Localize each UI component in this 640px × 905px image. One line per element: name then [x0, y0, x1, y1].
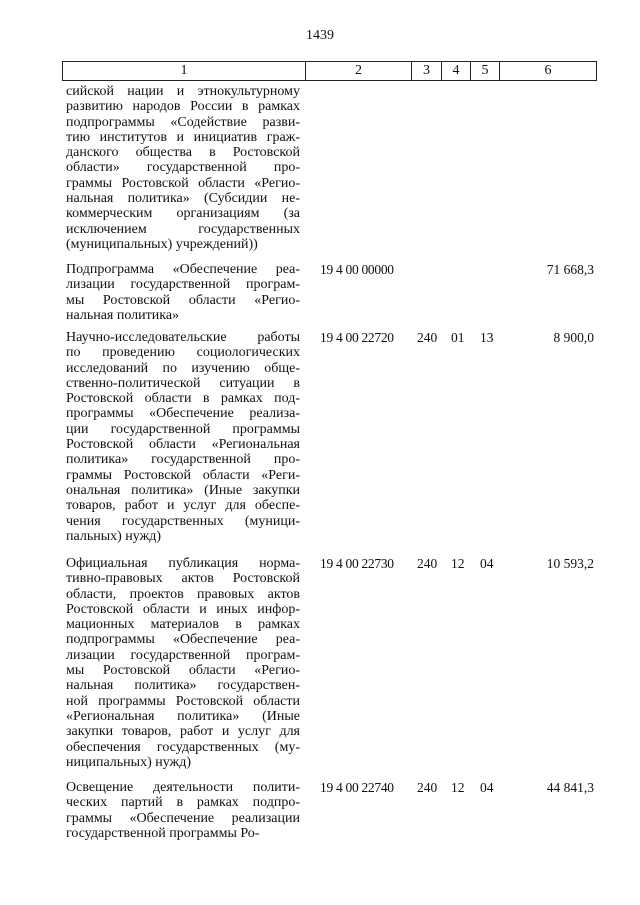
description-line: лизации государственной програм-	[66, 647, 300, 663]
description-line: граммы Ростовской области «Реги-	[66, 467, 300, 483]
subsection-code: 04	[480, 780, 494, 795]
amount: 8 900,0	[553, 330, 594, 345]
target-article-code: 19 4 00 22740	[320, 780, 394, 795]
description-line: мы Ростовской области «Регио-	[66, 663, 300, 679]
row-description	[66, 330, 300, 544]
row-description	[66, 84, 300, 252]
description-line: ной программы Ростовской области	[66, 693, 300, 709]
description-line: Научно-исследовательские работы	[66, 330, 300, 345]
amount: 71 668,3	[546, 262, 594, 277]
description-line: нальная политика»	[66, 307, 180, 323]
target-article-code: 19 4 00 22720	[320, 330, 394, 345]
description-line: закупки товаров, работ и услуг для	[66, 724, 300, 740]
description-line: пальных) нужд)	[66, 528, 162, 544]
expense-type-code: 240	[417, 556, 438, 571]
target-article-code: 19 4 00 00000	[320, 262, 394, 277]
description-line: подпрограммы «Содействие разви-	[66, 114, 300, 130]
description-line: граммы Ростовской области «Регио-	[66, 175, 300, 191]
section-code: 12	[451, 780, 465, 795]
description-line: ции государственной программы	[66, 421, 300, 437]
description-line: мы Ростовской области «Регио-	[66, 292, 300, 308]
section-code: 12	[451, 556, 465, 571]
description-line: ческих партий в рамках подпро-	[66, 795, 300, 811]
description-line: «Региональная политика» (Иные	[66, 708, 300, 724]
description-line: политика» государственной про-	[66, 452, 300, 468]
header-col-5: 5	[471, 62, 500, 80]
page-number: 1439	[306, 28, 334, 43]
description-line: данского общества в Ростовской	[66, 145, 300, 161]
expense-type-code: 240	[417, 330, 438, 345]
description-line: Официальная публикация норма-	[66, 556, 300, 571]
expense-type-code: 240	[417, 780, 438, 795]
description-line: нальная политика» (Субсидии не-	[66, 191, 300, 207]
description-line: тивно-правовых актов Ростовской	[66, 571, 300, 587]
description-line: обеспечения государственных (му-	[66, 739, 300, 755]
description-line: развитию народов России в рамках	[66, 99, 300, 115]
section-code: 01	[451, 330, 465, 345]
target-article-code: 19 4 00 22730	[320, 556, 394, 571]
description-line: Ростовской области «Региональная	[66, 437, 300, 453]
header-col-1: 1	[63, 62, 306, 80]
description-line: государственной программы Ро-	[66, 825, 260, 841]
description-line: области» государственной про-	[66, 160, 300, 176]
description-line: тию институтов и инициатив граж-	[66, 129, 300, 145]
subsection-code: 13	[480, 330, 494, 345]
description-line: исследований по изучению обще-	[66, 360, 300, 376]
row-description	[66, 262, 300, 323]
description-line: ональная политика» (Иные закупки	[66, 482, 300, 498]
description-line: Подпрограмма «Обеспечение реа-	[66, 262, 300, 277]
subsection-code: 04	[480, 556, 494, 571]
description-line: товаров, работ и услуг для обеспе-	[66, 498, 300, 514]
table-header	[62, 61, 597, 81]
description-line: ниципальных) нужд)	[66, 754, 191, 770]
description-line: коммерческим организациям (за	[66, 206, 300, 222]
description-line: исключением государственных	[66, 221, 300, 237]
description-line: нальная политика» государствен-	[66, 678, 300, 694]
row-description	[66, 780, 300, 841]
header-col-4: 4	[442, 62, 471, 80]
description-line: по проведению социологических	[66, 345, 300, 361]
description-line: чения государственных (муници-	[66, 513, 300, 529]
amount: 10 593,2	[546, 556, 594, 571]
row-description	[66, 556, 300, 770]
description-line: программы «Обеспечение реализа-	[66, 406, 300, 422]
description-line: граммы «Обеспечение реализации	[66, 810, 300, 826]
description-line: Ростовской области и иных инфор-	[66, 601, 300, 617]
description-line: лизации государственной програм-	[66, 277, 300, 293]
header-col-3: 3	[412, 62, 442, 80]
description-line: области, проектов правовых актов	[66, 586, 300, 602]
description-line: (муниципальных) учреждений))	[66, 236, 258, 252]
description-line: ственно-политической ситуации в	[66, 375, 300, 391]
description-line: подпрограммы «Обеспечение реа-	[66, 632, 300, 648]
header-col-6: 6	[544, 63, 552, 78]
description-line: сийской нации и этнокультурному	[66, 84, 300, 99]
description-line: Освещение деятельности полити-	[66, 780, 300, 795]
description-line: мационных материалов в рамках	[66, 617, 300, 633]
amount: 44 841,3	[546, 780, 594, 795]
description-line: Ростовской области в рамках под-	[66, 391, 300, 407]
header-col-2: 2	[306, 62, 412, 80]
